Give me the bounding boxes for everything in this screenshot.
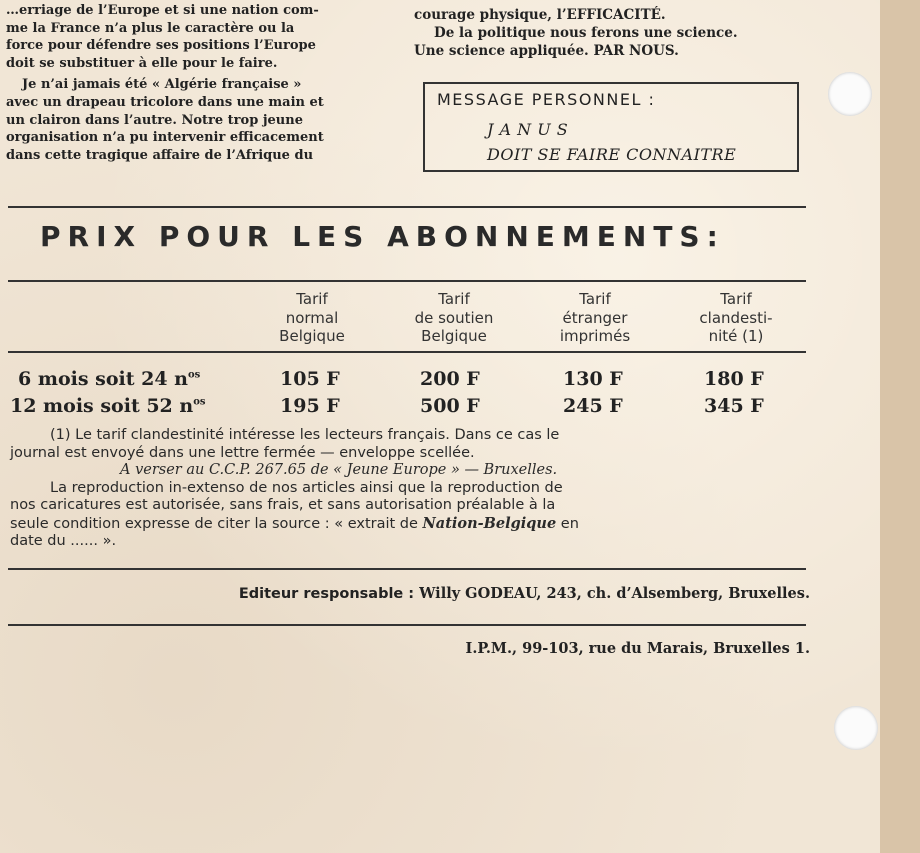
reproduction-text: seule condition expresse de citer la source : « extrait de [10, 515, 423, 532]
editor-name: Willy GODEAU, 243, ch. d’Alsemberg, Bruxelles. [419, 585, 810, 602]
header-line: normal [285, 308, 339, 327]
scan-background [880, 0, 920, 853]
price-6-normal: 105 F [280, 368, 340, 390]
personal-message-box [423, 82, 799, 172]
row-label-sup: os [188, 369, 201, 381]
header-line: étranger [562, 308, 628, 327]
table-row-label-12-mois [10, 395, 206, 417]
footnotes [10, 427, 810, 551]
header-line: clandesti- [699, 308, 773, 327]
header-line: Belgique [279, 327, 345, 345]
header-line: Tarif [579, 290, 611, 308]
message-line-janus: J A N U S [487, 120, 569, 139]
column-header-clandestinite [686, 290, 786, 346]
footnote-line: (1) Le tarif clandestinité intéresse les lecteurs français. Dans ce cas le [50, 427, 560, 443]
header-line: Belgique [421, 327, 487, 345]
editor-label: Editeur responsable : [238, 586, 420, 602]
row-label-sup: os [193, 396, 206, 408]
row-label-text: 6 mois soit 24 n [18, 368, 188, 390]
reproduction-line [10, 515, 810, 534]
article-line: organisation n’a pu intervenir efficacement [6, 130, 324, 146]
price-6-soutien: 200 F [420, 368, 480, 390]
table-row-label-6-mois [18, 368, 200, 390]
header-line: imprimés [559, 327, 631, 345]
punch-hole-bottom [834, 706, 878, 750]
divider-rule [8, 351, 806, 353]
publication-name: Nation-Belgique [422, 514, 557, 532]
article-line: …erriage de l’Europe et si une nation com- [6, 3, 319, 18]
column-header-normal [262, 290, 362, 346]
column-header-soutien [400, 290, 508, 346]
price-6-etranger: 130 F [563, 368, 623, 390]
article-line: Une science appliquée. PAR NOUS. [414, 43, 679, 59]
editor-line [239, 585, 810, 602]
article-right-column [414, 6, 806, 60]
header-line: Tarif [438, 290, 470, 308]
printer-line: I.P.M., 99-103, rue du Marais, Bruxelles 1. [465, 640, 810, 657]
article-line: De la politique nous ferons une science. [434, 25, 738, 41]
article-line: Je n’ai jamais été « Algérie française » [22, 77, 302, 93]
header-line: Tarif [720, 290, 752, 308]
footnote-line: journal est envoyé dans une lettre fermée — enveloppe scellée. [10, 444, 475, 461]
article-line: force pour défendre ses positions l’Europe [6, 38, 316, 54]
message-title: MESSAGE PERSONNEL : [437, 90, 656, 109]
article-line: doit se substituer à elle pour le faire. [6, 55, 278, 71]
divider-rule [8, 568, 806, 570]
article-line: dans cette tragique affaire de l’Afrique du [6, 147, 314, 163]
header-line: nité (1) [708, 327, 764, 345]
header-line: Tarif [296, 290, 328, 308]
article-line: un clairon dans l’autre. Notre trop jeune [6, 112, 303, 128]
column-header-etranger [545, 290, 645, 346]
reproduction-text: en [556, 515, 579, 532]
reproduction-line: nos caricatures est autorisée, sans frais, et sans autorisation préalable à la [10, 497, 556, 513]
divider-rule [8, 624, 806, 626]
price-12-clandestinite: 345 F [704, 395, 764, 417]
divider-rule [8, 280, 806, 282]
price-12-etranger: 245 F [563, 395, 623, 417]
punch-hole-top [828, 72, 872, 116]
header-line: de soutien [414, 308, 494, 327]
message-line-connaitre: DOIT SE FAIRE CONNAITRE [487, 145, 737, 164]
divider-rule [8, 206, 806, 208]
price-12-soutien: 500 F [420, 395, 480, 417]
article-line: courage physique, l’EFFICACITÉ. [414, 7, 666, 23]
payment-line: A verser au C.C.P. 267.65 de « Jeune Europe » — Bruxelles. [120, 462, 558, 478]
article-left-column [6, 0, 400, 164]
reproduction-line: date du ...... ». [10, 533, 117, 549]
article-line: me la France n’a plus le caractère ou la [6, 20, 295, 36]
row-label-text: 12 mois soit 52 n [10, 395, 194, 417]
price-6-clandestinite: 180 F [704, 368, 764, 390]
reproduction-line: La reproduction in-extenso de nos articles ainsi que la reproduction de [50, 479, 563, 496]
price-12-normal: 195 F [280, 395, 340, 417]
subscription-heading: PRIX POUR LES ABONNEMENTS: [40, 220, 725, 253]
article-line: avec un drapeau tricolore dans une main et [6, 94, 324, 110]
